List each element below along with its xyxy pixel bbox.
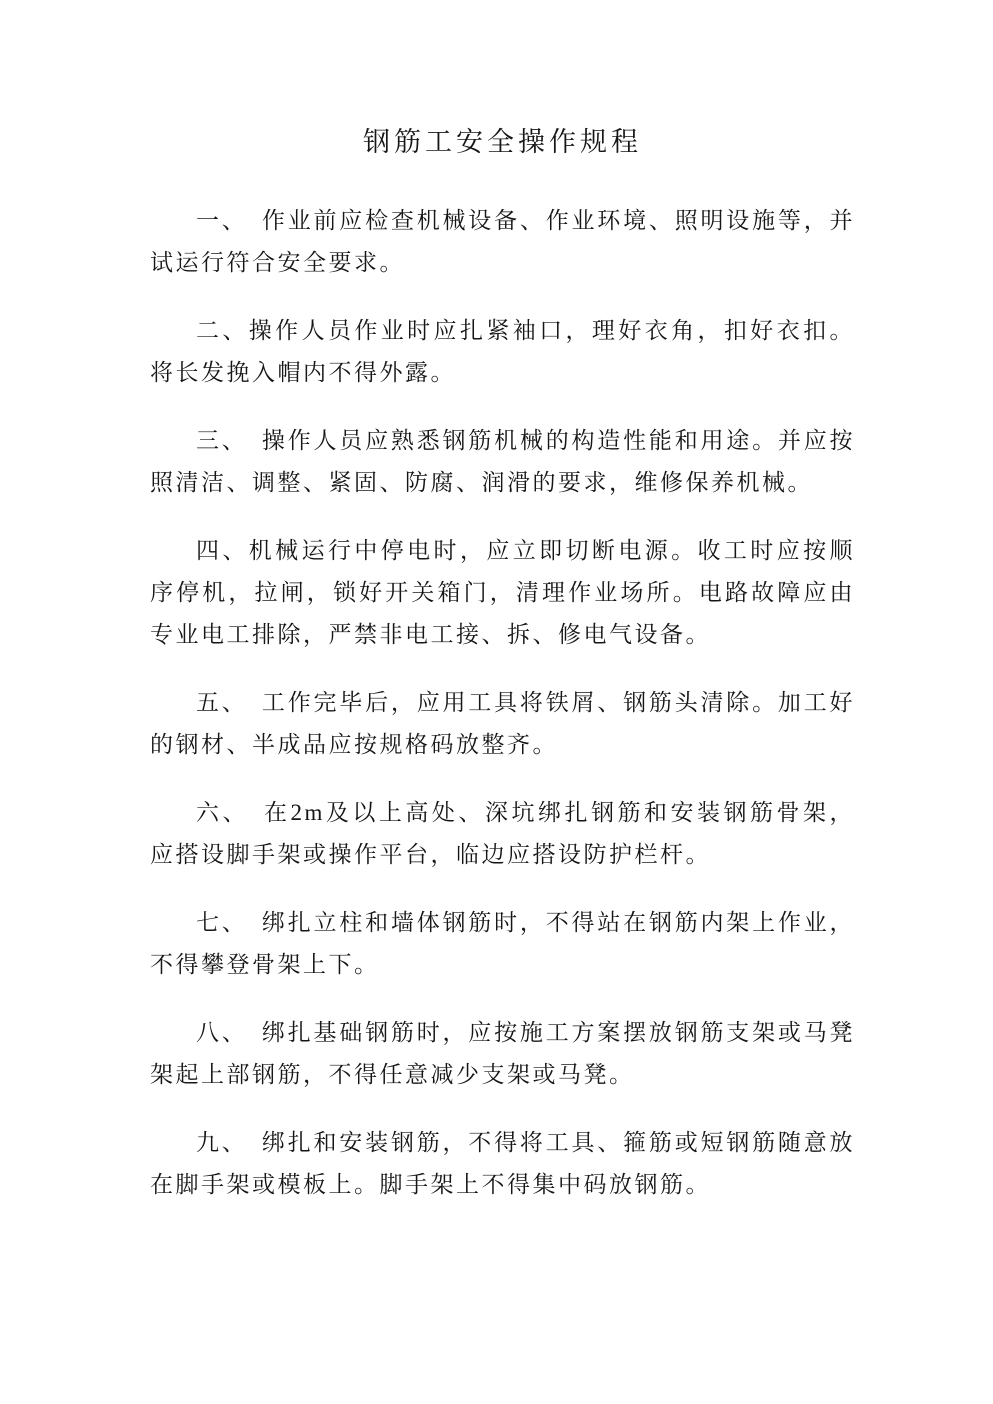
paragraph-item-3: 三、 操作人员应熟悉钢筋机械的构造性能和用途。并应按照清洁、调整、紧固、防腐、润滑的要求，维修保养机械。 [150,428,855,495]
paragraph-item-5: 五、 工作完毕后，应用工具将铁屑、钢筋头清除。加工好的钢材、半成品应按规格码放整齐。 [150,690,855,757]
paragraph-item-8: 八、 绑扎基础钢筋时，应按施工方案摆放钢筋支架或马凳架起上部钢筋，不得任意减少支架或马凳。 [150,1020,855,1087]
paragraph-item-1: 一、 作业前应检查机械设备、作业环境、照明设施等，并试运行符合安全要求。 [150,208,855,275]
paragraph-item-7: 七、 绑扎立柱和墙体钢筋时，不得站在钢筋内架上作业，不得攀登骨架上下。 [150,910,855,977]
paragraph-item-6: 六、 在2m及以上高处、深坑绑扎钢筋和安装钢筋骨架，应搭设脚手架或操作平台，临边应搭设防护栏杆。 [150,800,855,867]
paragraph-item-9: 九、 绑扎和安装钢筋，不得将工具、箍筋或短钢筋随意放在脚手架或模板上。脚手架上不得集中码放钢筋。 [150,1130,855,1197]
paragraph-item-2: 二、操作人员作业时应扎紧袖口，理好衣角，扣好衣扣。将长发挽入帽内不得外露。 [150,318,855,385]
paragraph-item-4: 四、机械运行中停电时，应立即切断电源。收工时应按顺序停机，拉闸，锁好开关箱门，清理作业场所。电路故障应由专业电工排除，严禁非电工接、拆、修电气设备。 [150,538,855,647]
document-title: 钢筋工安全操作规程 [363,127,642,157]
